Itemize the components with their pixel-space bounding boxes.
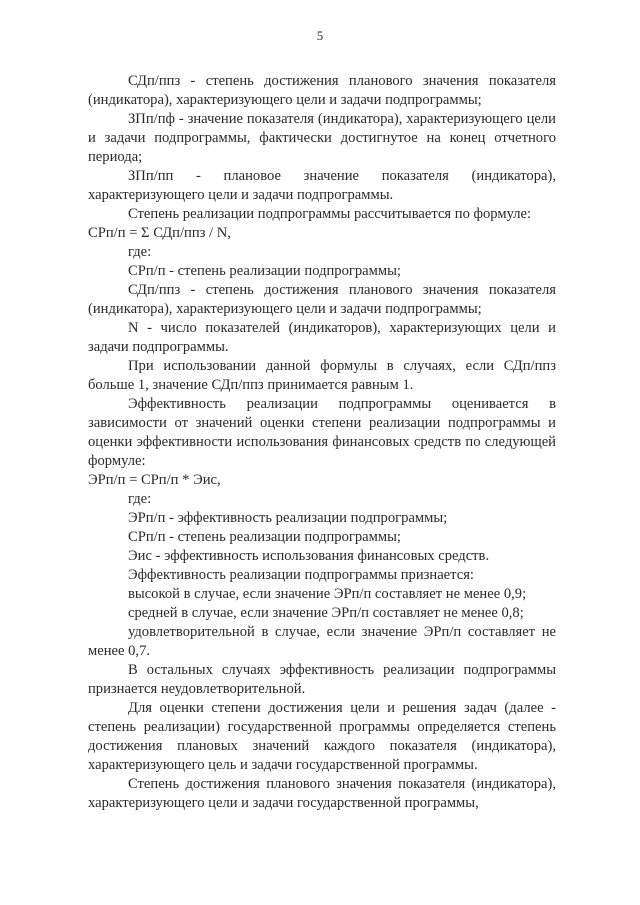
- paragraph-7: СДп/ппз - степень достижения планового значения показателя (индикатора), характеризующего цели и задачи подпрограммы;: [88, 282, 556, 317]
- paragraph-16: высокой в случае, если значение ЭРп/п составляет не менее 0,9;: [128, 586, 527, 602]
- paragraph-12: ЭРп/п - эффективность реализации подпрограммы;: [128, 510, 448, 526]
- paragraph-3: ЗПп/пп - плановое значение показателя (индикатора), характеризующего цели и задачи подпрограммы.: [88, 168, 556, 203]
- paragraph-11: где:: [128, 491, 152, 507]
- formula-1: СРп/п = Σ СДп/ппз / N,: [88, 225, 231, 241]
- paragraph-6: СРп/п - степень реализации подпрограммы;: [128, 263, 401, 279]
- paragraph-10: Эффективность реализации подпрограммы оценивается в зависимости от значений оценки степени реализации подпрограммы и оценки эффективности использования финансовых средств по следующей формуле:: [88, 396, 556, 469]
- paragraph-13: СРп/п - степень реализации подпрограммы;: [128, 529, 401, 545]
- paragraph-19: В остальных случаях эффективность реализации подпрограммы признается неудовлетворительной.: [88, 662, 556, 697]
- paragraph-15: Эффективность реализации подпрограммы признается:: [128, 567, 474, 583]
- paragraph-18: удовлетворительной в случае, если значение ЭРп/п составляет не менее 0,7.: [88, 624, 556, 659]
- formula-2: ЭРп/п = СРп/п * Эис,: [88, 472, 221, 488]
- document-body: [88, 72, 556, 813]
- paragraph-2: ЗПп/пф - значение показателя (индикатора), характеризующего цели и задачи подпрограммы, фактически достигнутое на конец отчетного периода;: [88, 111, 556, 165]
- paragraph-20: Для оценки степени достижения цели и решения задач (далее - степень реализации) государственной программы определяется степень достижения плановых значений каждого показателя (индикатора), характеризующего цель и задачи государственной программы.: [88, 700, 556, 773]
- paragraph-21: Степень достижения планового значения показателя (индикатора), характеризующего цели и задачи государственной программы,: [88, 776, 556, 811]
- paragraph-1: СДп/ппз - степень достижения планового значения показателя (индикатора), характеризующего цели и задачи подпрограммы;: [88, 73, 556, 108]
- paragraph-9: При использовании данной формулы в случаях, если СДп/ппз больше 1, значение СДп/ппз принимается равным 1.: [88, 358, 556, 393]
- paragraph-14: Эис - эффективность использования финансовых средств.: [128, 548, 490, 564]
- page-number: 5: [316, 28, 324, 43]
- paragraph-5: где:: [128, 244, 152, 260]
- paragraph-17: средней в случае, если значение ЭРп/п составляет не менее 0,8;: [128, 605, 524, 621]
- paragraph-8: N - число показателей (индикаторов), характеризующих цели и задачи подпрограммы.: [88, 320, 556, 355]
- paragraph-4: Степень реализации подпрограммы рассчитывается по формуле:: [128, 206, 532, 222]
